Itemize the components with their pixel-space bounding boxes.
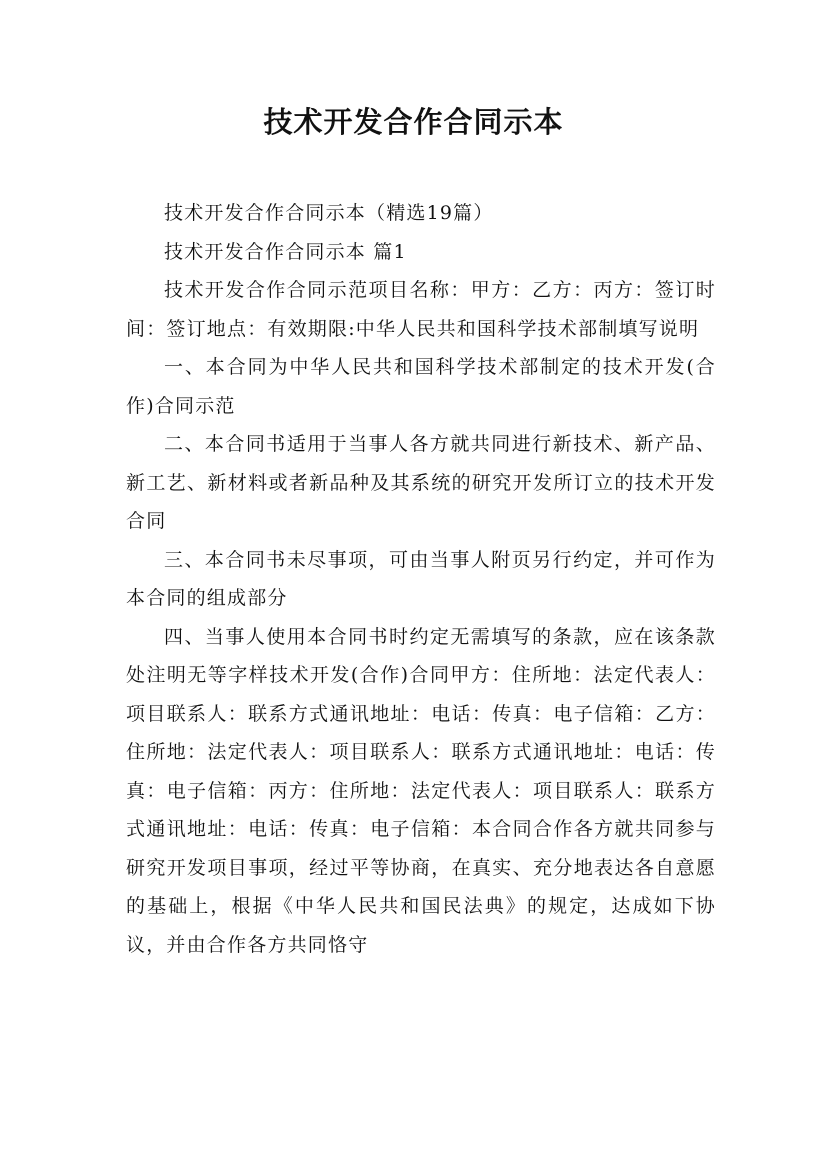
section-heading: 技术开发合作合同示本 篇1 xyxy=(164,240,407,263)
paragraph-item-2: 二、本合同书适用于当事人各方就共同进行新技术、新产品、新工艺、新材料或者新品种及其系统的研究开发所订立的技术开发合同 xyxy=(126,433,716,532)
paragraph-project-info: 技术开发合作合同示范项目名称：甲方：乙方：丙方：签订时间：签订地点：有效期限:中华人民共和国科学技术部制填写说明 xyxy=(126,279,716,340)
document-title: 技术开发合作合同示本 xyxy=(263,105,564,139)
paragraph-item-1: 一、本合同为中华人民共和国科学技术部制定的技术开发(合作)合同示范 xyxy=(126,356,716,417)
paragraph-item-3: 三、本合同书未尽事项，可由当事人附页另行约定，并可作为本合同的组成部分 xyxy=(126,548,716,609)
document-body xyxy=(126,194,716,964)
paragraph-item-4: 四、当事人使用本合同书时约定无需填写的条款，应在该条款处注明无等字样技术开发(合作)合同甲方：住所地：法定代表人：项目联系人：联系方式通讯地址：电话：传真：电子信箱：乙方：住所地：法定代表人：项目联系人：联系方式通讯地址：电话：传真：电子信箱：丙方：住所地：法定代表人：项目联系人：联系方式通讯地址：电话：传真：电子信箱：本合同合作各方就共同参与研究开发项目事项，经过平等协商，在真实、充分地表达各自意愿的基础上，根据《中华人民共和国民法典》的规定，达成如下协议，并由合作各方共同恪守 xyxy=(126,625,716,956)
subtitle-line: 技术开发合作合同示本（精选19篇） xyxy=(164,202,494,224)
